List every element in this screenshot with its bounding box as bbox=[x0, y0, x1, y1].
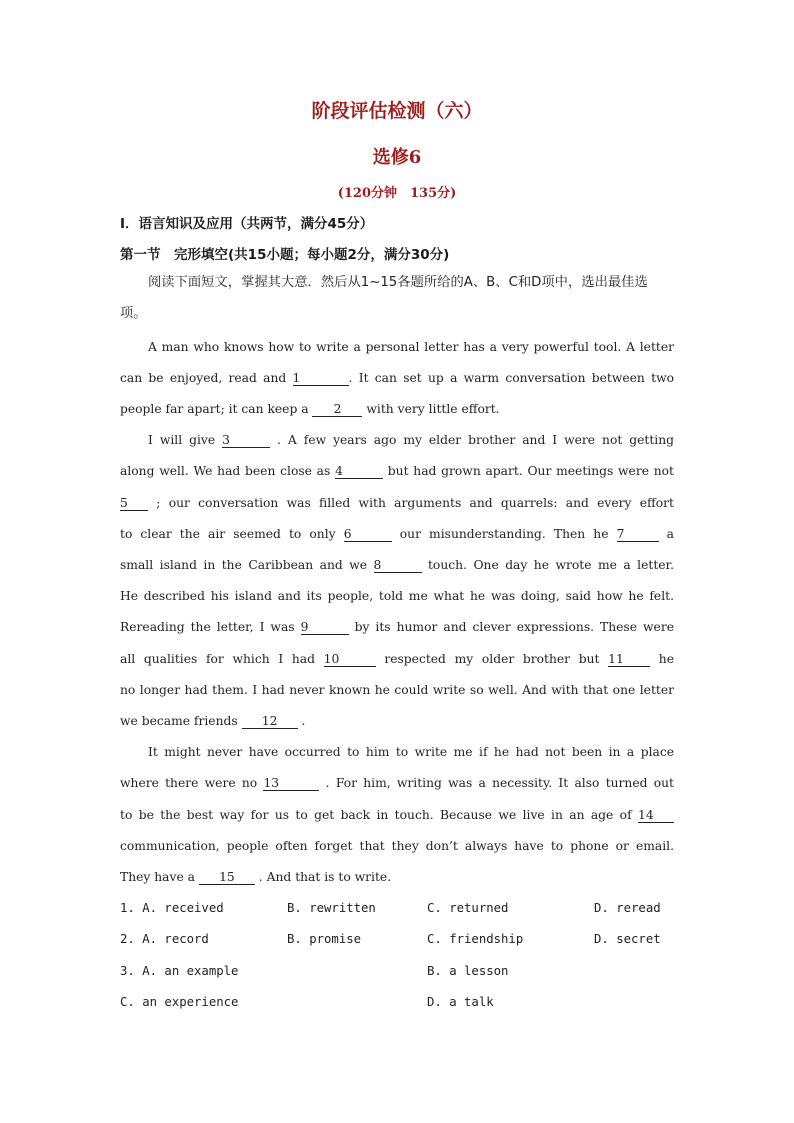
passage-line: along well. We had been close as 4 but had grown apart. Our meetings were not bbox=[120, 464, 674, 478]
passage-line: They have a 15 . And that is to write. bbox=[120, 870, 392, 884]
passage-line: can be enjoyed, read and 1 . It can set up a warm conversation between two bbox=[120, 371, 674, 385]
option-1b: B. rewritten bbox=[287, 901, 376, 915]
blank-13: 13 bbox=[263, 776, 319, 791]
passage-line: people far apart; it can keep a 2 with very little effort. bbox=[120, 402, 500, 416]
option-1d: D. reread bbox=[594, 901, 661, 915]
option-3d: D. a talk bbox=[427, 995, 494, 1009]
page-title: 阶段评估检测（六） bbox=[311, 100, 483, 122]
passage-line: no longer had them. I had never known he could write so well. And with that one letter bbox=[120, 683, 674, 697]
option-2a: 2. A. record bbox=[120, 932, 209, 946]
blank-1: 1 bbox=[293, 371, 349, 386]
passage-line: where there were no 13 . For him, writing was a necessity. It also turned out bbox=[120, 776, 674, 790]
option-2c: C. friendship bbox=[427, 932, 524, 946]
option-2b: B. promise bbox=[287, 932, 362, 946]
blank-4: 4 bbox=[335, 464, 383, 479]
option-2d: D. secret bbox=[594, 932, 661, 946]
blank-12: 12 bbox=[242, 714, 298, 729]
option-1c: C. returned bbox=[427, 901, 509, 915]
blank-14: 14 bbox=[638, 808, 674, 823]
subsection-heading: 第一节 完形填空(共15小题；每小题2分，满分30分) bbox=[120, 247, 450, 263]
blank-3: 3 bbox=[222, 433, 270, 448]
blank-11: 11 bbox=[608, 652, 650, 667]
score-info: (120分钟 135分) bbox=[337, 186, 457, 201]
passage-line: communication, people often forget that they don’t always have to phone or email. bbox=[120, 839, 674, 853]
blank-10: 10 bbox=[324, 652, 376, 667]
option-3a: 3. A. an example bbox=[120, 964, 239, 978]
passage-line: A man who knows how to write a personal letter has a very powerful tool. A letter bbox=[148, 340, 674, 354]
passage-line: to clear the air seemed to only 6 our misunderstanding. Then he 7 a bbox=[120, 527, 674, 541]
passage-line: all qualities for which I had 10 respected my older brother but 11 he bbox=[120, 652, 674, 666]
passage-line: I will give 3 . A few years ago my elder brother and I were not getting bbox=[148, 433, 674, 447]
passage-line: It might never have occurred to him to write me if he had not been in a place bbox=[148, 745, 674, 759]
option-3b: B. a lesson bbox=[427, 964, 509, 978]
blank-2: 2 bbox=[312, 402, 362, 417]
page-subtitle: 选修6 bbox=[372, 147, 422, 168]
blank-7: 7 bbox=[617, 527, 659, 542]
blank-8: 8 bbox=[374, 558, 422, 573]
option-3c: C. an experience bbox=[120, 995, 239, 1009]
blank-9: 9 bbox=[301, 620, 349, 635]
passage-line: small island in the Caribbean and we 8 touch. One day he wrote me a letter. bbox=[120, 558, 674, 572]
option-1a: 1. A. received bbox=[120, 901, 224, 915]
passage-line: Rereading the letter, I was 9 by its humor and clever expressions. These were bbox=[120, 620, 674, 634]
blank-15: 15 bbox=[199, 870, 255, 885]
passage-line: 5 ; our conversation was filled with arguments and quarrels: and every effort bbox=[120, 496, 674, 510]
instruction-line: 项。 bbox=[120, 306, 147, 321]
section-heading: Ⅰ．语言知识及应用（共两节，满分45分） bbox=[120, 216, 374, 232]
instruction-line: 阅读下面短文，掌握其大意．然后从1~15各题所给的A、B、C和D项中，选出最佳选 bbox=[148, 275, 648, 290]
blank-5: 5 bbox=[120, 496, 148, 511]
passage-line: He described his island and its people, told me what he was doing, said how he felt. bbox=[120, 589, 674, 603]
passage-line: we became friends 12 . bbox=[120, 714, 306, 728]
blank-6: 6 bbox=[344, 527, 392, 542]
passage-line: to be the best way for us to get back in touch. Because we live in an age of 14 bbox=[120, 805, 674, 825]
